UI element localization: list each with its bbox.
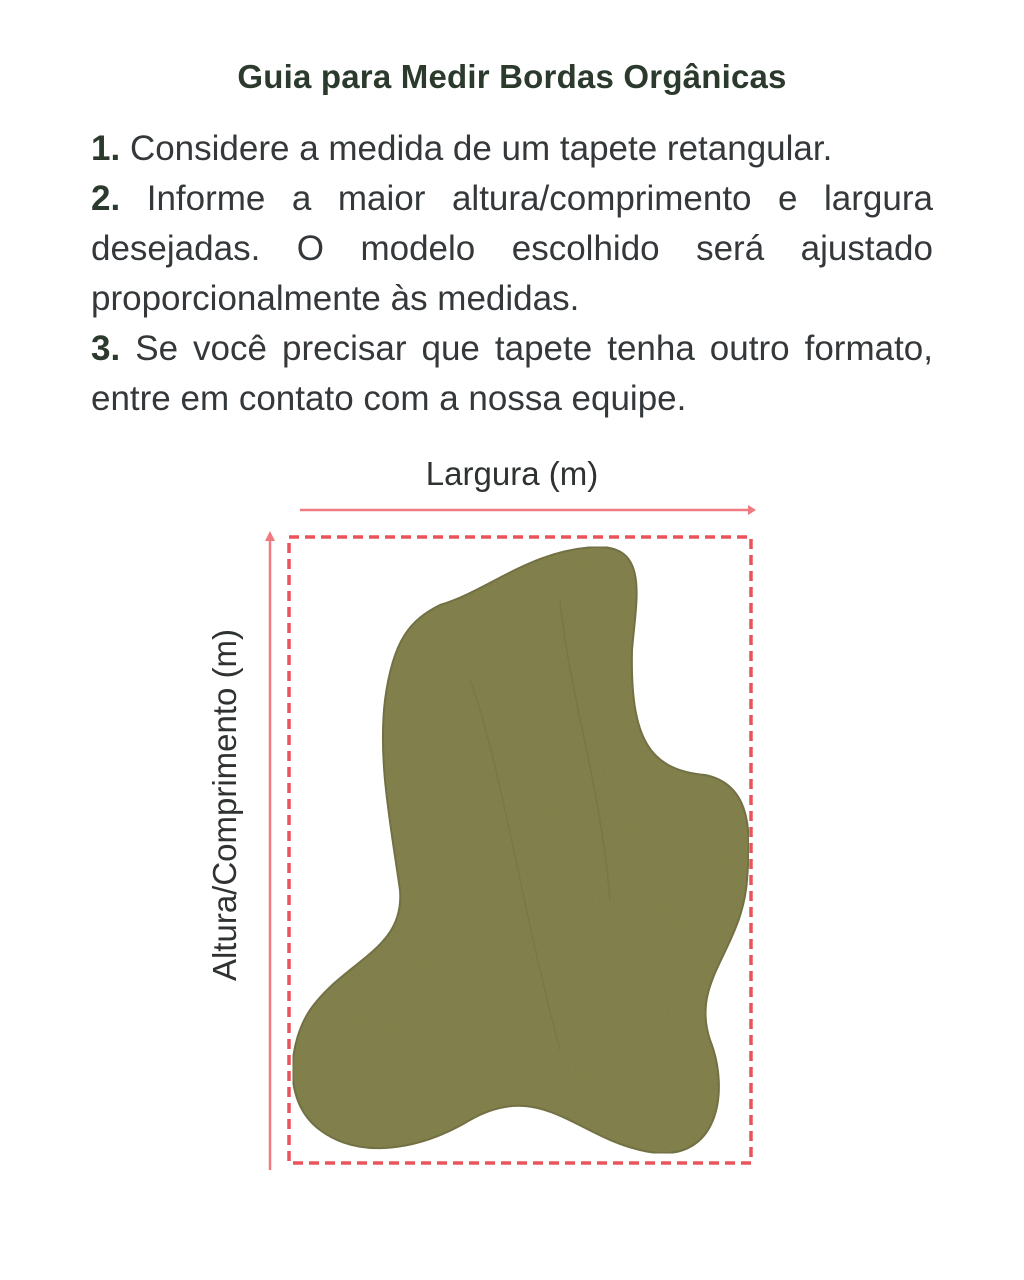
- step-2-text: Informe a maior altura/comprimento e largura desejadas. O modelo escolhido será ajustado proporcionalmente às medidas.: [91, 179, 933, 318]
- step-3-number: 3.: [91, 329, 121, 368]
- step-1-text: Considere a medida de um tapete retangular.: [129, 129, 833, 168]
- arrow-up-icon: [265, 531, 275, 1170]
- step-1-number: 1.: [91, 129, 121, 168]
- page-title: Guia para Medir Bordas Orgânicas: [237, 58, 787, 95]
- width-label: Largura (m): [425, 455, 599, 492]
- organic-rug-shape: [293, 547, 749, 1153]
- arrow-right-icon: [300, 505, 756, 515]
- step-3-text: Se você precisar que tapete tenha outro formato, entre em contato com a nossa equipe.: [91, 329, 933, 418]
- height-label: Altura/Comprimento (m): [206, 628, 243, 982]
- step-2-number: 2.: [91, 179, 121, 218]
